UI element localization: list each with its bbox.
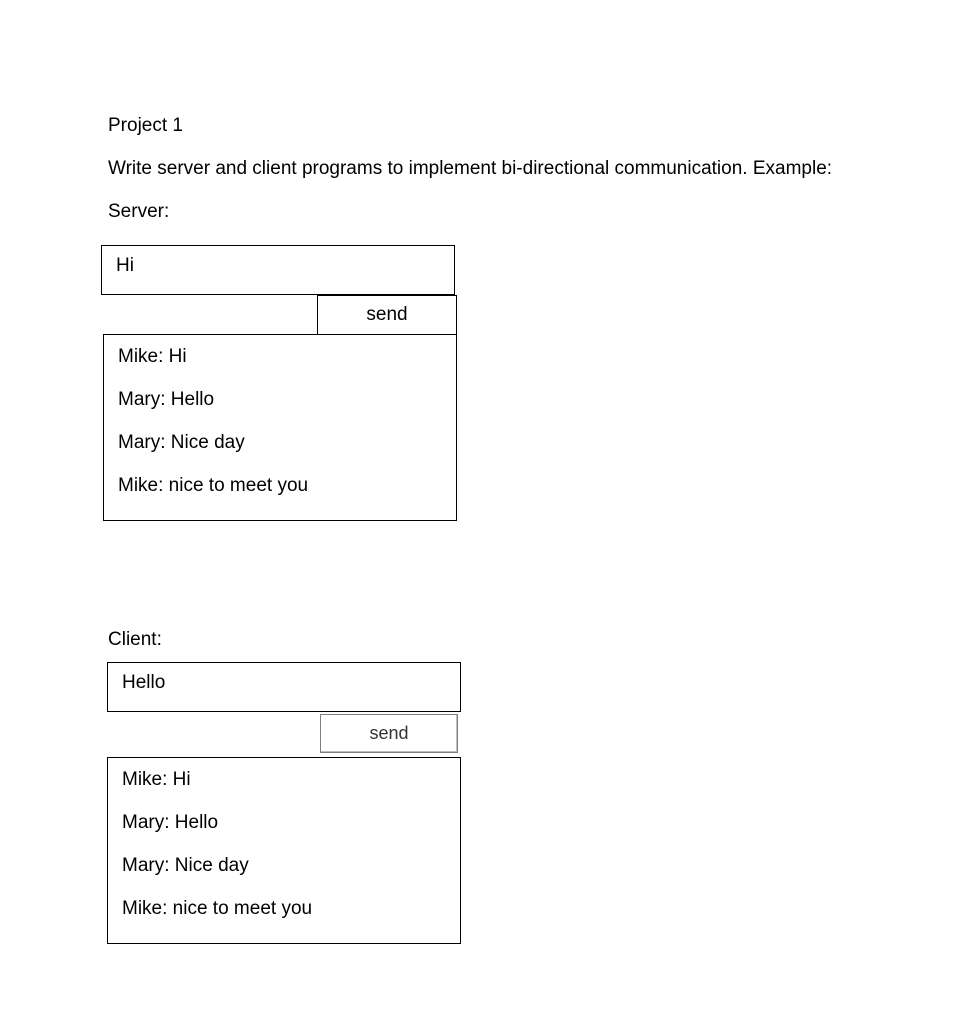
chat-message: Mike: nice to meet you xyxy=(118,475,309,496)
client-send-button[interactable]: send xyxy=(320,714,458,753)
chat-message: Mary: Nice day xyxy=(122,855,249,876)
chat-message: Mike: Hi xyxy=(118,346,187,367)
chat-message: Mike: Hi xyxy=(122,769,191,790)
chat-message: Mary: Nice day xyxy=(118,432,245,453)
server-send-button[interactable]: send xyxy=(317,295,457,335)
project-title: Project 1 xyxy=(108,115,183,136)
chat-message: Mike: nice to meet you xyxy=(122,898,313,919)
server-input-value: Hi xyxy=(116,255,134,276)
chat-message: Mary: Hello xyxy=(122,812,219,833)
server-label: Server: xyxy=(108,201,170,222)
instruction-text: Write server and client programs to implement bi-directional communication. Example: xyxy=(108,158,833,179)
client-label: Client: xyxy=(108,629,162,650)
chat-message: Mary: Hello xyxy=(118,389,215,410)
client-chat-log xyxy=(107,757,461,944)
server-message-input[interactable] xyxy=(101,245,455,295)
server-chat-log xyxy=(103,334,457,521)
client-message-input[interactable] xyxy=(107,662,461,712)
client-input-value: Hello xyxy=(122,672,166,693)
